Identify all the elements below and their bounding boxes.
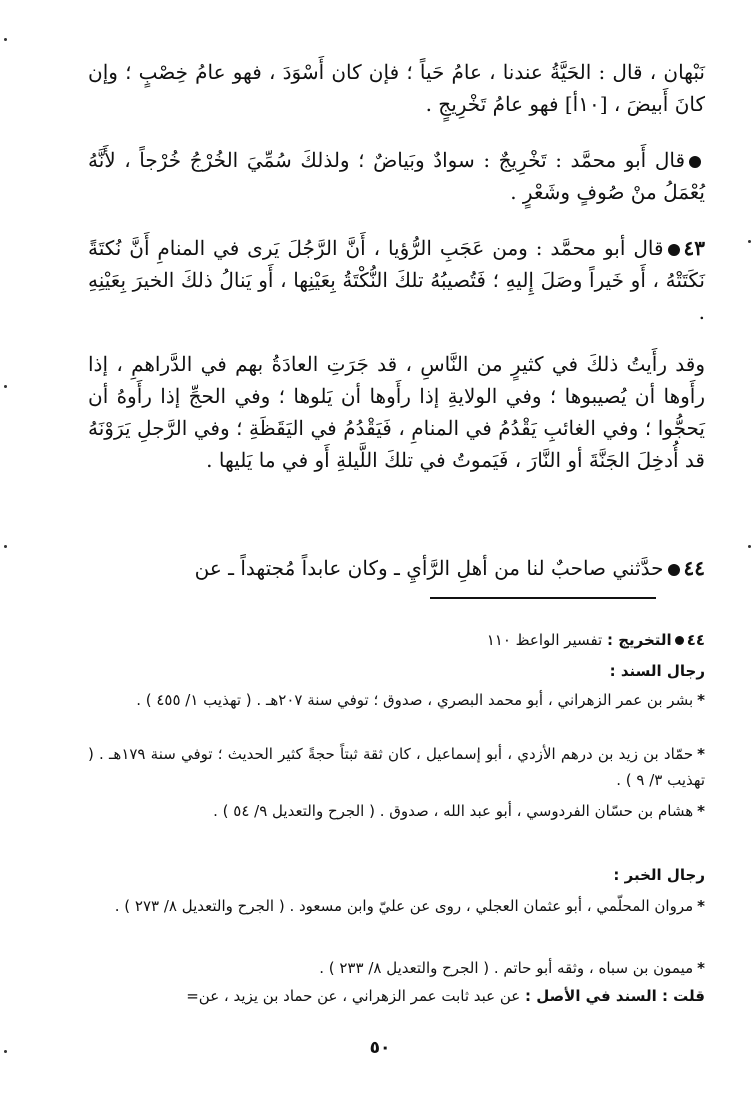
margin-mark bbox=[4, 385, 7, 388]
margin-mark bbox=[748, 545, 751, 548]
note-line bbox=[88, 983, 705, 1009]
entry-number-44: ٤٤ bbox=[683, 556, 705, 580]
sanad-item-1 bbox=[88, 687, 705, 713]
margin-mark bbox=[4, 545, 7, 548]
paragraph-1-text: نَبْهان ، قال : الحَيَّةُ عندنا ، عامُ حَياً ؛ فإن كان أَسْوَدَ ، فهو عامُ خِصْبٍ ؛ وإن كانَ أَبيضَ ، [١٠أ] فهو عامُ تَخْرِيجٍ . bbox=[88, 60, 705, 116]
star-icon: * bbox=[697, 691, 705, 709]
khabar-item-1 bbox=[88, 893, 705, 919]
paragraph-43 bbox=[88, 232, 705, 328]
sanad-item-1-text: بشر بن عمر الزهراني ، أبو محمد البصري ، صدوق ؛ توفي سنة ٢٠٧هـ . ( تهذيب ١/ ٤٥٥ ) . bbox=[136, 691, 694, 709]
paragraph-43-text: قال أبو محمَّد : ومن عَجَبِ الرُّؤيا ، أَنَّ الرَّجُلَ يَرى في المنامِ أَنَّ نُكتَةً نَكَتَتْهُ ، أَو خَيراً وصَلَ إِليهِ ؛ فَتُصيبُهُ تلكَ النُّكْتَةُ بِعَيْنِها ، أَو يَنالُ ذلكَ الخيرَ بِعَيْنِهِ . bbox=[88, 236, 705, 324]
sanad-item-2-text: حمّاد بن زيد بن درهم الأزدي ، أبو إسماعيل ، كان ثقة ثبتاً حجةً كثير الحديث ؛ توفي سنة ١٧٩هـ . ( تهذيب ٣/ ٩ ) . bbox=[88, 745, 705, 789]
khabar-item-2 bbox=[88, 955, 705, 981]
paragraph-4 bbox=[88, 348, 705, 476]
note-label: قلت : السند في الأصل : bbox=[525, 987, 705, 1005]
sanad-item-3-text: هشام بن حسّان الفردوسي ، أبو عبد الله ، صدوق . ( الجرح والتعديل ٩/ ٥٤ ) . bbox=[213, 802, 694, 820]
margin-mark bbox=[4, 1050, 7, 1053]
star-icon: * bbox=[697, 802, 705, 820]
khabar-title-text: رجال الخبر : bbox=[613, 866, 705, 884]
paragraph-4-text: وقد رأَيتُ ذلكَ في كثيرٍ من النَّاسِ ، قد جَرَتِ العادَةُ بهم في الدَّراهمِ ، إذا رأَوها أن يُصيبوها ؛ وفي الولايةِ إذا رأَوها أن يَلوها ؛ وفي الحجِّ إذا رأَوهُ أن يَحجُّوا ؛ وفي الغائبِ يَقْدُمُ في المنامِ ، فَيَقْدُمُ في اليَقَظَةِ ؛ وفي الرَّجلِ يَرَوْنَهُ قد أُدخِلَ الجَنَّةَ أو النَّارَ ، فَيَموتُ في تلكَ اللَّيلةِ أَو في ما يَليها . bbox=[88, 352, 706, 472]
bullet-dot-icon bbox=[675, 636, 684, 645]
sanad-title bbox=[88, 658, 705, 684]
footnote-number: ٤٤ bbox=[686, 631, 705, 649]
star-icon: * bbox=[697, 959, 705, 977]
page-number: ٥٠ bbox=[369, 1038, 391, 1058]
paragraph-2 bbox=[88, 144, 705, 208]
khabar-title bbox=[88, 862, 705, 888]
margin-mark bbox=[4, 38, 7, 41]
footnote-takhrij bbox=[88, 627, 705, 653]
entry-number-43: ٤٣ bbox=[683, 236, 705, 260]
paragraph-2-text: قال أَبو محمَّد : تَخْرِيجٌ : سوادٌ وبَياضٌ ؛ ولذلكَ سُمِّيَ الخُرْجُ خُرْجاً ، لأَنَّهُ يُعْمَلُ منْ صُوفٍ وشَعْرٍ . bbox=[88, 148, 705, 204]
bullet-dot-icon bbox=[689, 156, 701, 168]
note-text: عن عبد ثابت عمر الزهراني ، عن حماد بن يزيد ، عن= bbox=[186, 987, 521, 1005]
footnote-divider bbox=[430, 597, 656, 599]
khabar-item-1-text: مروان المحلّمي ، أبو عثمان العجلي ، روى عن عليّ وابن مسعود . ( الجرح والتعديل ٨/ ٢٧٣ ) . bbox=[114, 897, 694, 915]
paragraph-1 bbox=[88, 56, 705, 120]
sanad-item-3 bbox=[88, 798, 705, 824]
takhrij-text: تفسير الواعظ ١١٠ bbox=[486, 631, 603, 649]
takhrij-label: التخريج : bbox=[606, 631, 672, 649]
margin-mark bbox=[748, 240, 751, 243]
khabar-item-2-text: ميمون بن سباه ، وثقه أبو حاتم . ( الجرح والتعديل ٨/ ٢٣٣ ) . bbox=[319, 959, 694, 977]
paragraph-44-text: حدَّثني صاحبٌ لنا من أهلِ الرَّأيِ ـ وكان عابداً مُجتهداً ـ عن bbox=[194, 556, 664, 580]
sanad-item-2 bbox=[88, 741, 705, 793]
star-icon: * bbox=[697, 745, 705, 763]
bullet-dot-icon bbox=[668, 244, 680, 256]
bullet-dot-icon bbox=[668, 564, 680, 576]
star-icon: * bbox=[697, 897, 705, 915]
paragraph-44 bbox=[88, 552, 705, 584]
sanad-title-text: رجال السند : bbox=[609, 662, 705, 680]
